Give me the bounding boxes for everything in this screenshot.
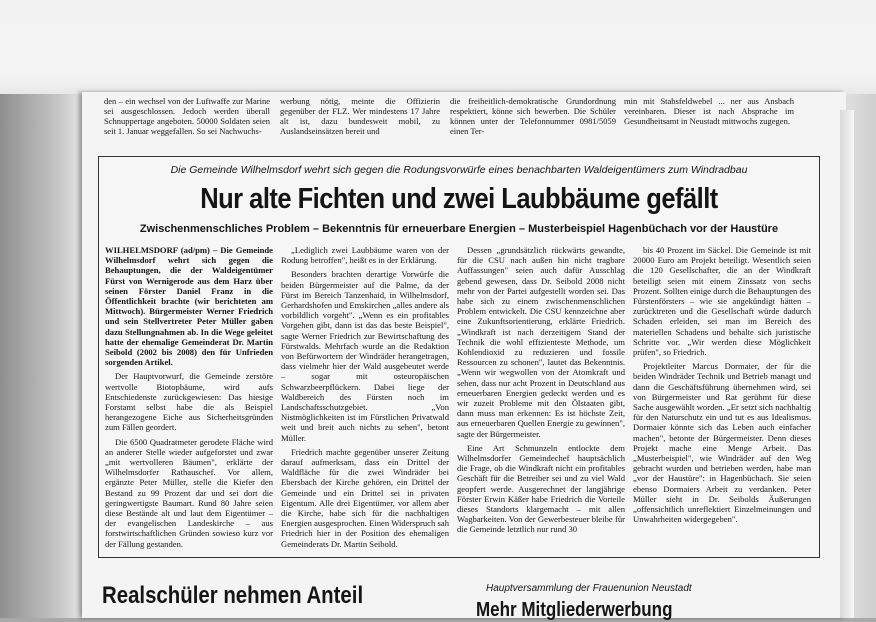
- article-headline: Nur alte Fichten und zwei Laubbäume gefällt: [200, 183, 718, 215]
- paragraph: Besonders brachten derartige Vorwürfe die beiden Bürgermeister auf die Palme, da der Fürst im Bereich Tanzenhaid, in Wilhelmsdorf, Gerhardshofen und Emskirchen „alles andere als vorbildlich vorgeht". „Wenn es ein profitables Vorgehen gibt, dann ist das das beste Beispiel", sagte Werner Friedrich zur Bewirtschaftung des Fürstwalds. Mehrfach wurde an die Redaktion von Befürwortern der Windräder herangetragen, dass vielmehr hier der Wald ausgebeutet werde – sogar mit osteuropäischen Schwarzbeerpflückern. Dabei liege der Waldbereich des Fürsten noch im Landschaftsschutzgebiet. „Von Nistmöglichkeiten ist im Fürstlichen Privatwald weit und breit auch nichts zu sehen", betont Müller.: [281, 269, 449, 443]
- fragment-column-2: werbung nötig, meinte die Offizierin gegenüber der FLZ. Wer mindestens 17 Jahre alt ist, dazu bundesweit mobil, zu Auslandseinsätzen bereit und: [280, 96, 440, 136]
- paragraph: Friedrich machte gegenüber unserer Zeitung darauf aufmerksam, dass ein Drittel der Waldfläche für die zwei Windräder bei Ebersbach der Kirche gehören, ein Drittel der Gemeinde und ein Drittel sei in privaten Eigentum. Alle drei Eigentümer, vor allem aber die Kirche, habe sich für die nachhaltigen Energien ausgesprochen. Einen Widerspruch sah Friedrich hier in der Position des ehemaligen Gemeinderats Dr. Martin Seibold.: [281, 446, 449, 549]
- article-subheadline: Zwischenmenschliches Problem – Bekenntnis für erneuerbare Energien – Musterbeispiel Hagenbüchach vor der Haustüre: [139, 223, 779, 235]
- article-column-1: [105, 245, 273, 551]
- article-box: [98, 156, 820, 558]
- article-column-2: [281, 245, 449, 551]
- article-kicker: Die Gemeinde Wilhelmsdorf wehrt sich gegen die Rodungsvorwürfe eines benachbarten Waldeigentümers zum Windradbau: [170, 164, 748, 176]
- scanner-lid-area: [0, 0, 876, 94]
- article-column-4: [633, 245, 811, 551]
- paper-edge-right: [840, 110, 854, 618]
- paragraph: Dessen „grundsätzlich rückwärts gewandte, für die CSU nach außen hin nicht tragbare Auffassungen" seien auch dafür Ausschlag gebend gewesen, dass Dr. Seibold 2008 nicht mehr von der Partei aufgestellt worden sei. Das habe sich zu einem zwischenmenschlichen Problem entwickelt. Die CSU kennzeichne aber eine Zukunftsorientierung, erklärte Friedrich. „Windkraft ist nach derzeitigem Stand der Technik die wohl effizienteste Methode, um Kohlendioxid zu reduzieren und fossile Ressourcen zu schonen", lautet das Bekenntnis. „Wenn wir wegwollen von der Atomkraft und sehen, dass nur acht Prozent in Deutschland aus erneuerbaren Energien gedeckt werden und es wir zuzeit Probleme mit den Ölstaaten gibt, dann muss man erkennen: Es ist höchste Zeit, aus erneuerbaren Quellen Energie zu gewinnen", sagte der Bürgermeister.: [457, 245, 625, 439]
- next-article-kicker: Hauptversammlung der Frauenunion Neustadt: [486, 583, 692, 594]
- next-article-headline-left: Realschüler nehmen Anteil: [102, 582, 364, 609]
- fragment-column-4: min mit Stabsfeldwebel ... ner aus Ansbach vereinbaren. Dieser ist nach Absprache im Gesundheitsamt in Neustadt mittwochs zugegen.: [624, 96, 794, 126]
- paragraph: Projektleiter Marcus Dormaier, der für die beiden Windräder Technik und Betrieb managt und dann die Geschäftsführung übernehmen wird, sei von Bürgermeister und Rat gerühmt für diese Sache ausgewählt worden. „Er setzt sich nachhaltig für den Naturschutz ein und tut es aus Idealismus. Dormaier könnte sich das Leben auch einfacher machen", betonte der Bürgermeister. Denn dieses Projekt mache eine Menge Arbeit. Das „Musterbeispiel", wie Windräder auf den Weg gebracht wurden und betrieben werden, habe man „vor der Haustüre": in Hagenbüchach. Sie seien ebenso Dormaiers Arbeit zu verdanken. Peter Müller sieht in Dr. Seibolds Äußerungen „offensichtlich unreflektiert Einzelmeinungen und Unwahrheiten widergegeben".: [633, 361, 811, 525]
- paragraph: bis 40 Prozent im Säckel. Die Gemeinde ist mit 20000 Euro am Projekt beteiligt. Wesentlich seien die 120 Gesellschafter, die an der Windkraft beteiligt seien mit einem Zinssatz von sechs Prozent. Sollten einige durch die Behauptungen des Fürstenförsters – wie sie angekündigt hätten – zurücktreten und die Gesellschaft würde dadurch Schaden erleiden, sei man im Bereich des materiellen Schadens und behalte sich juristische Schritte vor. „Wir werden diese Möglichkeit prüfen", so Friedrich.: [633, 245, 811, 358]
- paragraph: Der Hauptvorwurf, die Gemeinde zerstöre wertvolle Biotopbäume, wird aufs Entschiedenste zurückgewiesen: Das hiesige Forstamt selbst habe die als Beispiel herangezogene Eiche aus Sicherheitsgründen zum Fällen geordert.: [105, 371, 273, 433]
- paragraph: „Lediglich zwei Laubbäume waren von der Rodung betroffen", heißt es in der Erklärung.: [281, 245, 449, 266]
- fragment-column-1: den – ein wechsel von der Luftwaffe zur Marine sei ausgeschlossen. Jedoch werden überall Schnuppertage angeboten. 50000 Soldaten seien seit 1. Januar weggefallen. So sei Nachwuchs-: [104, 96, 270, 136]
- paragraph: Die 6500 Quadratmeter gerodete Fläche wird an anderer Stelle wieder aufgeforstet und zwar „mit wertvolleren Bäumen", erklärte der Wilhelmsdorfer Rathauschef. Vor allem, ergänzte Peter Müller, stelle die Kiefer den Bestand zu 99 Prozent dar und sei dort die geringwertigste Baumart. Rund 80 Jahre seien diese Bestände alt und laut dem Eigentümer – der evangelischen Landeskirche – aus forstwirtschaftlichen Gründen sowieso kurz vor der Fällung gestanden.: [105, 436, 273, 549]
- fragment-column-3: die freiheitlich-demokratische Grundordnung respektiert, könne sich bewerben. Die Schüler können unter der Telefonnummer 0981/5059 einen Ter-: [450, 96, 616, 136]
- article-column-3: [457, 245, 625, 551]
- lead-paragraph: WILHELMSDORF (ad/pm) – Die Gemeinde Wilhelmsdorf wehrt sich gegen die Behauptungen, die der Waldeigentümer Fürst von Wernigerode aus dem Harz über seinen Förster Daniel Franz in die Öffentlichkeit brachte (wir berichteten am Mittwoch). Bürgermeister Werner Friedrich und sein Stellvertreter Peter Müller gaben dazu Stellungnahmen ab. In die Wege geleitet hatte der ehemalige Gemeinderat Dr. Martin Seibold (2002 bis 2008) den für Unfrieden sorgenden Artikel.: [105, 245, 273, 368]
- previous-article-fragment: [104, 96, 832, 142]
- next-article-headline-right: Mehr Mitgliederwerbung: [476, 599, 673, 621]
- paragraph: Eine Art Schmunzeln entlockte dem Wilhelmsdorfer Gemeindechef hauptsächlich die Frage, ob die Windkraft nicht ein profitables Geschäft für die Betreiber sei und zu viel Wald geopfert werde. Ausgerechnet der langjährige Förster Erwin Käßer habe Friedrich die Vorteile dieses Standorts klargemacht – mit allen Wagbarkeiten. Von der Gewerbesteuer bleibe für die Gemeinde letztlich nur rund 30: [457, 442, 625, 535]
- scan-shadow-left: [0, 94, 84, 618]
